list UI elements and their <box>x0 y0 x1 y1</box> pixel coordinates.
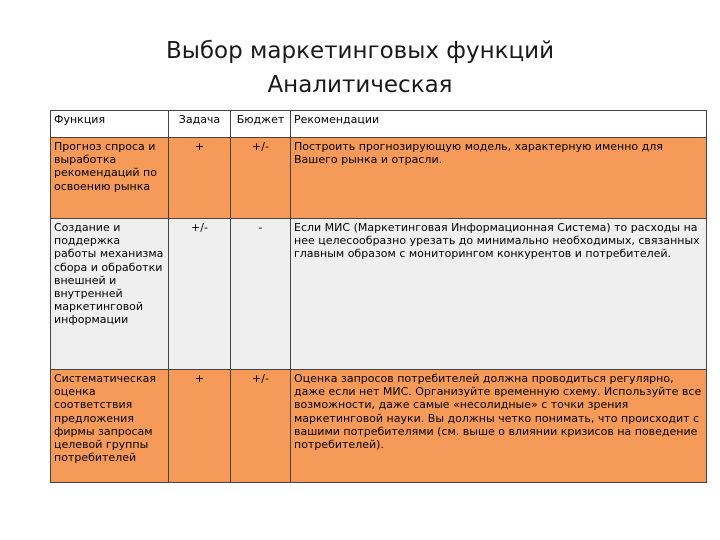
cell-function: Прогноз спроса и выработка рекомендаций по освоению рынка <box>51 138 169 219</box>
table-header-row <box>51 111 707 138</box>
cell-recommendation: Если МИС (Маркетинговая Информационная Система) то расходы на нее целесообразно урезать до минимально необходимых, связанных главным образом с мониторингом конкурентов и потребителей. <box>291 219 707 370</box>
cell-task: + <box>169 138 231 219</box>
header-function: Функция <box>51 111 169 138</box>
cell-budget: +/- <box>231 370 291 483</box>
table-row <box>51 219 707 370</box>
header-task: Задача <box>169 111 231 138</box>
cell-task: + <box>169 370 231 483</box>
cell-recommendation: Построить прогнозирующую модель, характерную именно для Вашего рынка и отрасли. <box>291 138 707 219</box>
cell-function: Создание и поддержка работы механизма сбора и обработки внешней и внутренней маркетинговой информации <box>51 219 169 370</box>
header-budget: Бюджет <box>231 111 291 138</box>
title-line-1: Выбор маркетинговых функций <box>165 38 555 64</box>
marketing-functions-table <box>50 110 707 483</box>
slide-title <box>0 34 720 102</box>
cell-recommendation: Оценка запросов потребителей должна проводиться регулярно, даже если нет МИС. Организуйте временную схему. Используйте все возможности, даже самые «несолидные» с точки зрения маркетинговой науки. Вы должны четко понимать, что происходит с вашими потребителями (см. выше о влиянии кризисов на поведение потребителей). <box>291 370 707 483</box>
cell-budget: +/- <box>231 138 291 219</box>
table-row <box>51 370 707 483</box>
cell-function: Систематическая оценка соответствия предложения фирмы запросам целевой группы потребителей <box>51 370 169 483</box>
cell-budget: - <box>231 219 291 370</box>
title-line-2: Аналитическая <box>267 72 453 98</box>
cell-task: +/- <box>169 219 231 370</box>
header-recommendations: Рекомендации <box>291 111 707 138</box>
table-row <box>51 138 707 219</box>
